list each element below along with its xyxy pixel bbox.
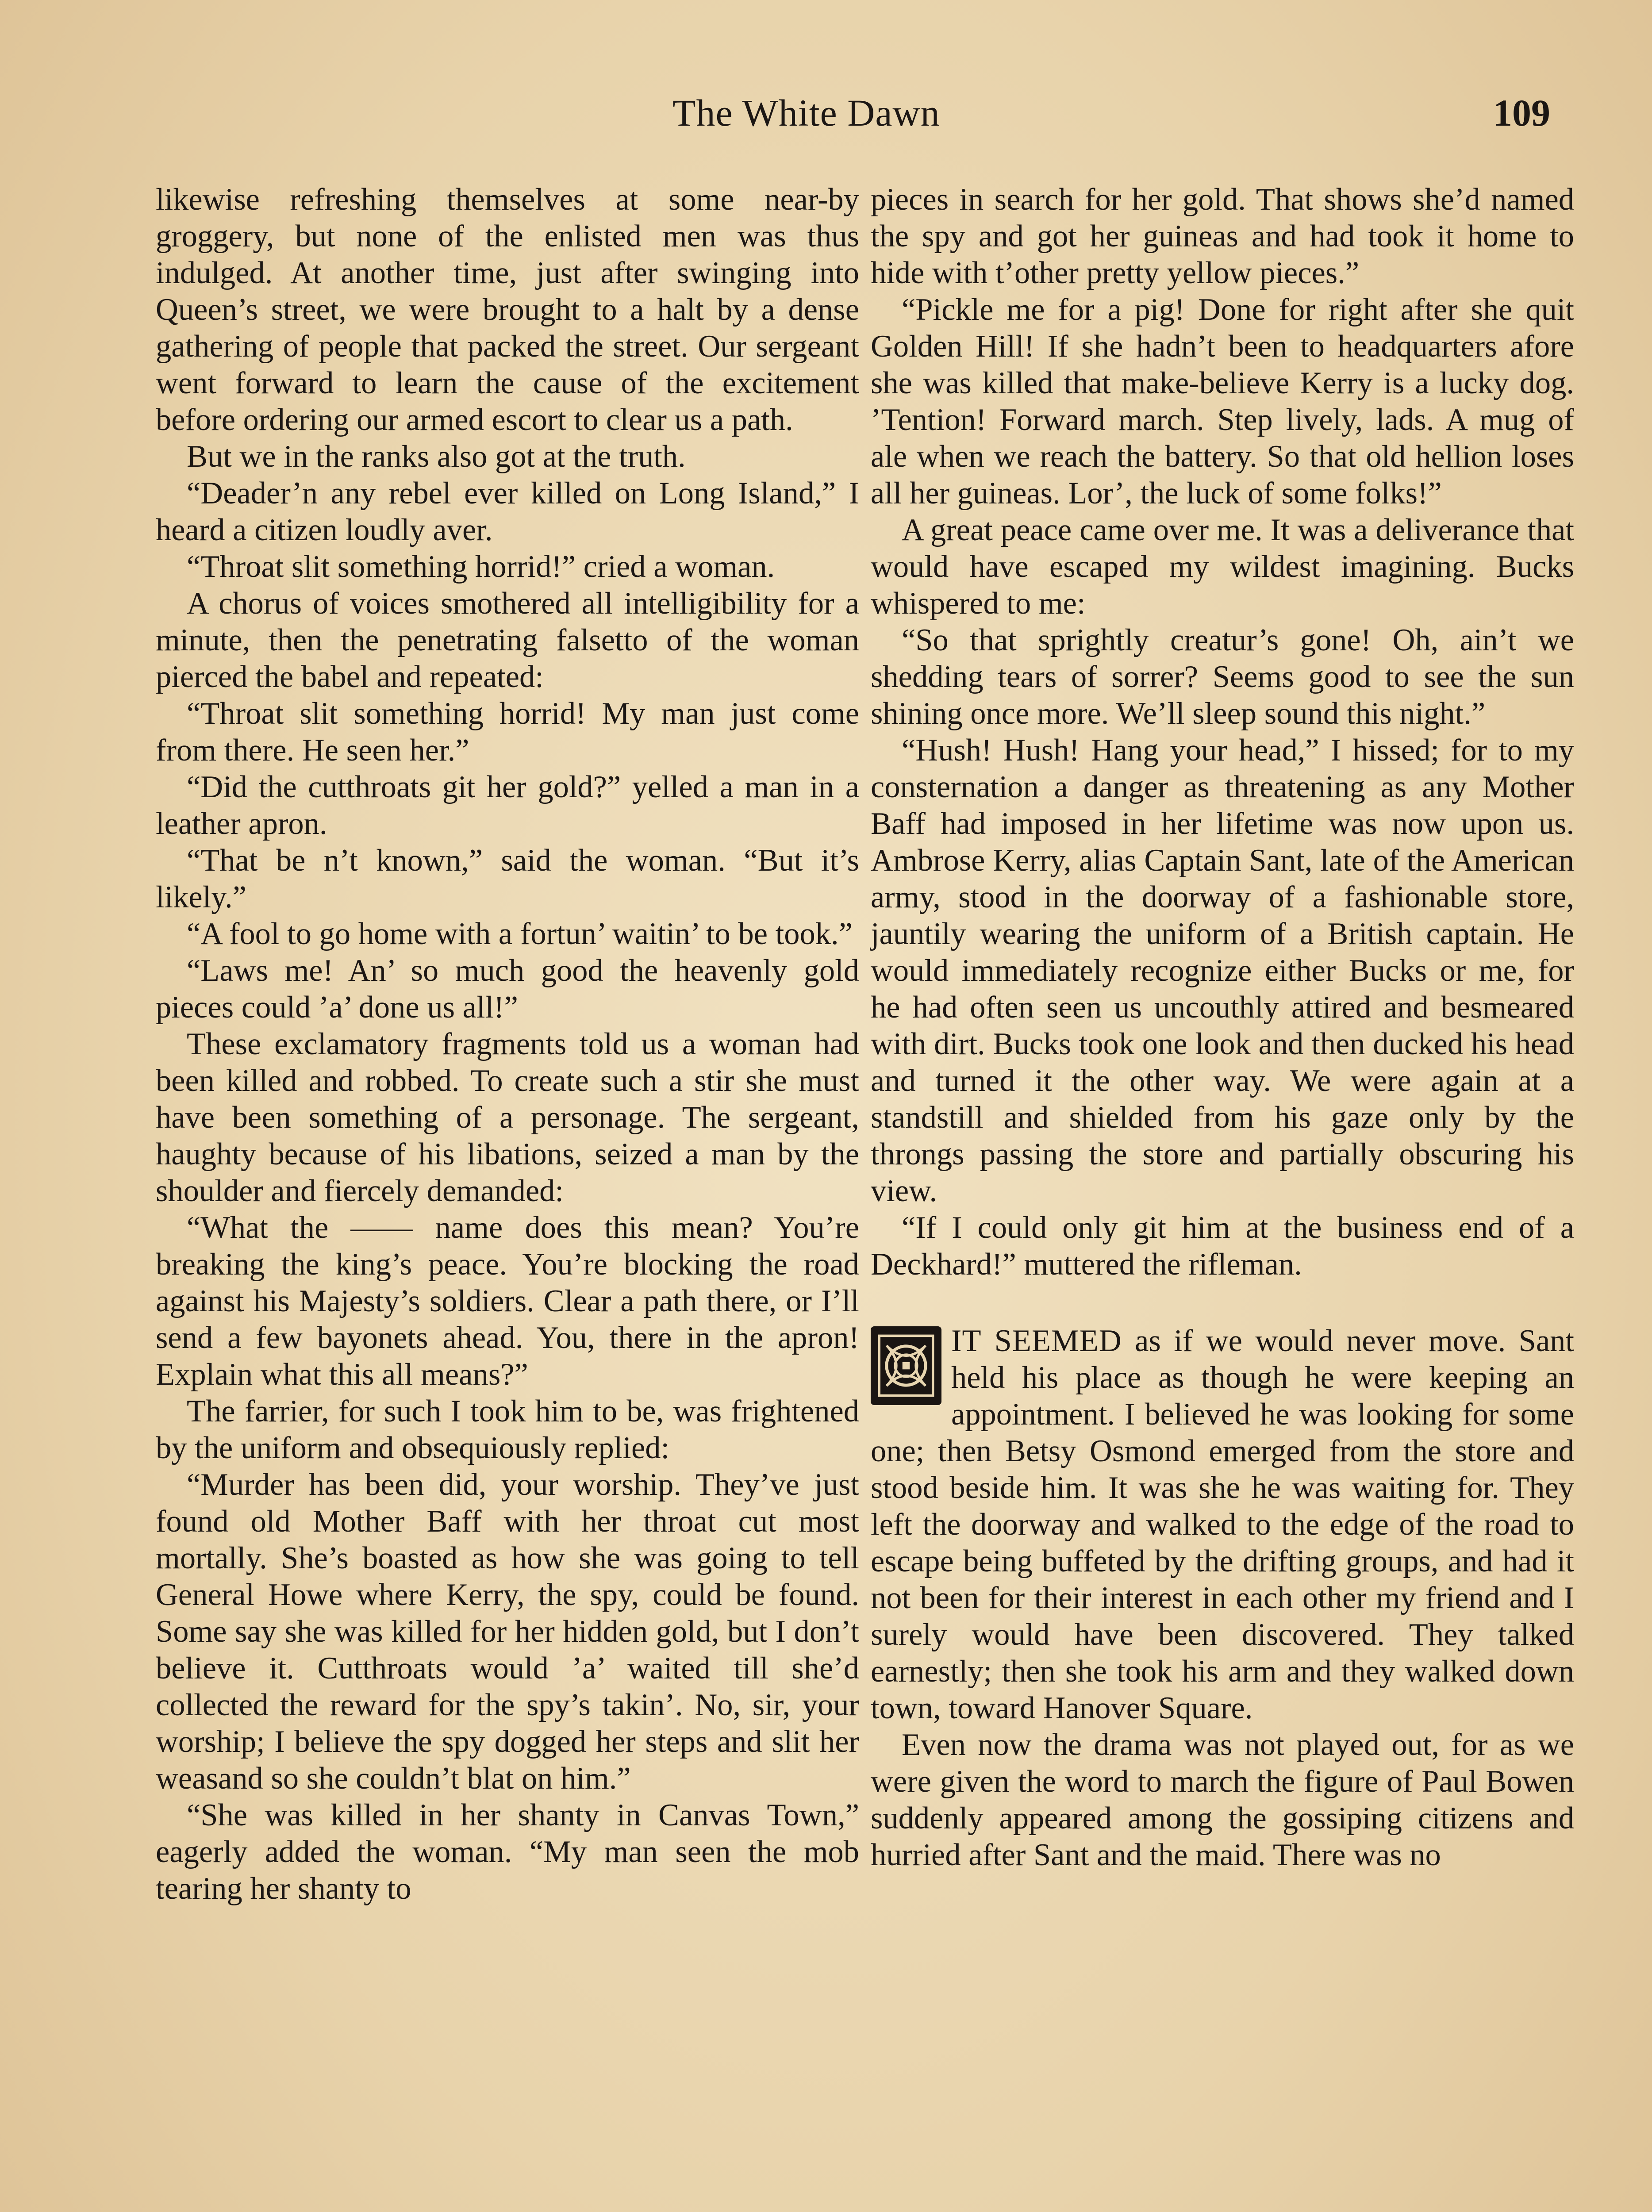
paragraph: “Hush! Hush! Hang your head,” I hissed; for to my consternation a danger as threatening as any Mother Baff had imposed in her lifetime was now upon us. Ambrose Kerry, alias Captain Sant, late of the American army, stood in the doorway of a fashionable store, jauntily wearing the uniform of a British captain. He would immediately recognize either Bucks or me, for he had often seen us uncouthly attired and besmeared with dirt. Bucks took one look and then ducked his head and turned it the other way. We were again at a standstill and shielded from his gaze only by the throngs passing the store and partially obscuring his view. [871, 733, 1574, 1208]
book-title: The White Dawn [672, 92, 940, 134]
paragraph: The farrier, for such I took him to be, was frightened by the uniform and obsequiously replied: [156, 1394, 859, 1465]
paragraph: “What the —— name does this mean? You’re breaking the king’s peace. You’re blocking the road against his Majesty’s soldiers. Clear a path there, or I’ll send a few bayonets ahead. You, there in the apron! Explain what this all means?” [156, 1210, 859, 1392]
paragraph: “So that sprightly creatur’s gone! Oh, ain’t we shedding tears of sorrer? Seems good to see the sun shining once more. We’ll sleep sound this night.” [871, 623, 1574, 731]
paragraph: “Pickle me for a pig! Done for right after she quit Golden Hill! If she hadn’t been to headquarters afore she was killed that make-believe Kerry is a lucky dog. ’Tention! Forward march. Step lively, lads. A mug of ale when we reach the battery. So that old hellion loses all her guineas. Lor’, the luck of some folks!” [871, 292, 1574, 511]
left-column [156, 181, 859, 1907]
paragraph: A chorus of voices smothered all intelligibility for a minute, then the penetrating falsetto of the woman pierced the babel and repeated: [156, 586, 859, 694]
section-lead-in: IT SEEMED [951, 1324, 1122, 1358]
section-text: as if we would never move. Sant held his place as though he were keeping an appointment. I believed he was looking for some one; then Betsy Osmond emerged from the store and stood beside him. It was she he was waiting for. They left the doorway and walked to the edge of the road to escape being buffeted by the drifting groups, and had it not been for their interest in each other my friend and I surely would have been discovered. They talked earnestly; then she took his arm and they walked down town, toward Hanover Square. [871, 1324, 1574, 1725]
paragraph: “Deader’n any rebel ever killed on Long Island,” I heard a citizen loudly aver. [156, 476, 859, 547]
paragraph: likewise refreshing themselves at some near-by groggery, but none of the enlisted men was thus indulged. At another time, just after swinging into Queen’s street, we were brought to a halt by a dense gathering of people that packed the street. Our sergeant went forward to learn the cause of the excitement before ordering our armed escort to clear us a path. [156, 182, 859, 437]
page-number: 109 [1493, 92, 1550, 134]
paragraph: Even now the drama was not played out, for as we were given the word to march the figure of Paul Bowen suddenly appeared among the gossiping citizens and hurried after Sant and the maid. There was no [871, 1728, 1574, 1872]
paragraph: “Did the cutthroats git her gold?” yelled a man in a leather apron. [156, 770, 859, 841]
paragraph: “Throat slit something horrid! My man just come from there. He seen her.” [156, 696, 859, 768]
celtic-knot-dropcap-icon [871, 1326, 941, 1405]
section-opening-paragraph [871, 1323, 1574, 1727]
paragraph: These exclamatory fragments told us a woman had been killed and robbed. To create such a stir she must have been something of a personage. The sergeant, haughty because of his libations, seized a man by the shoulder and fiercely demanded: [156, 1027, 859, 1208]
paragraph: pieces in search for her gold. That shows she’d named the spy and got her guineas and had took it home to hide with t’other pretty yellow pieces.” [871, 182, 1574, 290]
running-head [0, 91, 1652, 144]
paragraph: “She was killed in her shanty in Canvas Town,” eagerly added the woman. “My man seen the mob tearing her shanty to [156, 1798, 859, 1906]
paragraph: “That be n’t known,” said the woman. “But it’s likely.” [156, 843, 859, 914]
paragraph: A great peace came over me. It was a deliverance that would have escaped my wildest imagining. Bucks whispered to me: [871, 513, 1574, 621]
paragraph: “Laws me! An’ so much good the heavenly gold pieces could ’a’ done us all!” [156, 953, 859, 1025]
right-column [871, 181, 1574, 1874]
paragraph: “Throat slit something horrid!” cried a woman. [187, 549, 775, 584]
paragraph: “If I could only git him at the business end of a Deckhard!” muttered the rifleman. [871, 1210, 1574, 1282]
paragraph: But we in the ranks also got at the truth. [187, 439, 686, 474]
paragraph: “Murder has been did, your worship. They’ve just found old Mother Baff with her throat cut most mortally. She’s boasted as how she was going to tell General Howe where Kerry, the spy, could be found. Some say she was killed for her hidden gold, but I don’t believe it. Cutthroats would ’a’ waited till she’d collected the reward for the spy’s takin’. No, sir, your worship; I believe the spy dogged her steps and slit her weasand so she couldn’t blat on him.” [156, 1467, 859, 1796]
paragraph: “A fool to go home with a fortun’ waitin’ to be took.” [187, 917, 853, 951]
